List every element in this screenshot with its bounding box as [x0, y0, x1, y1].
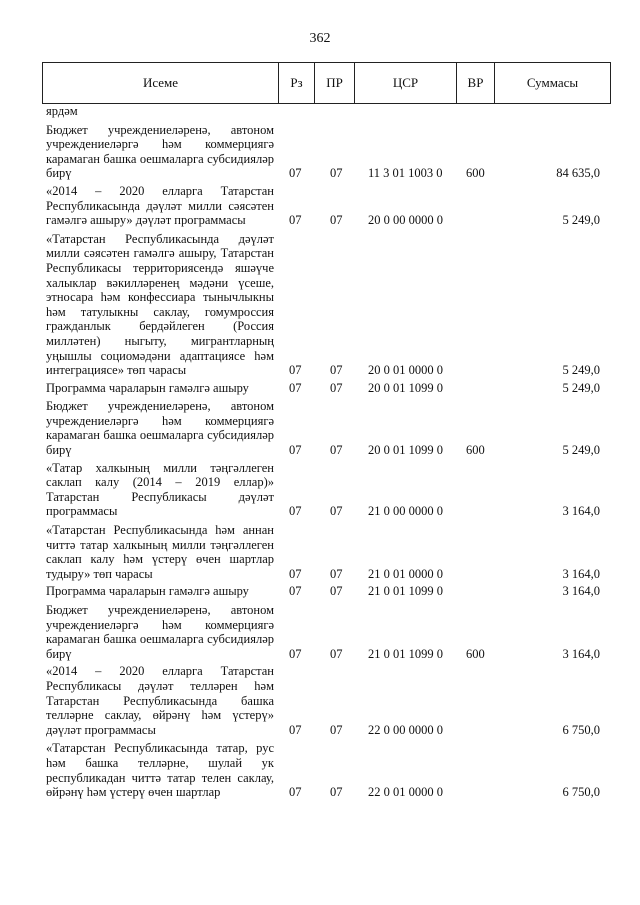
- row-pr: 07: [330, 566, 343, 581]
- row-name: Бюджет учреждениеләренә, автоном учреждениеләргә һәм коммерциягә карамаган башка оешмаларга субсидияләр бирү: [46, 399, 274, 458]
- row-pr: 07: [330, 363, 343, 378]
- row-rz: 07: [289, 646, 302, 661]
- row-name: «Татарстан Республикасында дәүләт милли сәясәтен гамәлгә ашыру, Татарстан Республикасы территориясендә яшәүче халыклар вәкилләренең мәдәни үсеше, этносара һәм конфессиара тынычлыкны һәм татулыкны саклау, гомумроссия гражданлык бердәйлеген (Россия милләтен) ныгыту, мигрантларның уңышлы социомәдәни адаптациясе һәм интеграциясе» төп чарасы: [46, 231, 274, 378]
- row-vr: 600: [466, 166, 485, 181]
- row-csr: 20 0 01 1099 0: [368, 443, 443, 458]
- row-pr: 07: [330, 213, 343, 228]
- row-csr: 20 0 00 0000 0: [368, 213, 443, 228]
- row-csr: 11 3 01 1003 0: [368, 166, 443, 181]
- row-rz: 07: [289, 213, 302, 228]
- header-pr: ПР: [315, 63, 355, 103]
- row-csr: 20 0 01 0000 0: [368, 363, 443, 378]
- row-sum: 5 249,0: [562, 443, 600, 458]
- row-pr: 07: [330, 380, 343, 395]
- row-name: ярдәм: [46, 104, 78, 118]
- table-row: [42, 104, 611, 119]
- row-rz: 07: [289, 566, 302, 581]
- row-name: «Татар халкының милли тәңгәллеген саклап калу (2014 – 2019 еллар)» Татарстан Республикасы дәүләт программасы: [46, 460, 274, 519]
- row-name: «2014 – 2020 елларга Татарстан Республикасында дәүләт милли сәясәтен гамәлгә ашыру» дәүләт программасы: [46, 183, 274, 228]
- row-sum: 5 249,0: [562, 363, 600, 378]
- row-rz: 07: [289, 380, 302, 395]
- row-sum: 3 164,0: [562, 504, 600, 519]
- row-name: Программа чараларын гамәлгә ашыру: [46, 584, 249, 599]
- row-name: Бюджет учреждениеләренә, автоном учреждениеләргә һәм коммерциягә карамаган башка оешмаларга субсидияләр бирү: [46, 603, 274, 661]
- table-row: [42, 123, 611, 181]
- row-rz: 07: [289, 584, 302, 599]
- row-name: «Татарстан Республикасында татар, рус һәм башка телләрне, шулай ук республикадан читтә татар телен саклау, өйрәнү һәм үстерү өчен шартлар: [46, 741, 274, 800]
- row-sum: 3 164,0: [562, 566, 600, 581]
- budget-table: [42, 62, 611, 800]
- row-pr: 07: [330, 785, 343, 800]
- row-name: «Татарстан Республикасында һәм аннан читтә татар халкының милли тәңгәллеген саклап калу һәм үстерү өчен шартлар тудыру» төп чарасы: [46, 523, 274, 581]
- table-row: [42, 399, 611, 457]
- row-pr: 07: [330, 646, 343, 661]
- table-row: [42, 741, 611, 799]
- header-csr: ЦСР: [355, 63, 457, 103]
- row-vr: 600: [466, 646, 485, 661]
- row-name: Программа чараларын гамәлгә ашыру: [46, 380, 249, 395]
- row-sum: 84 635,0: [556, 166, 600, 181]
- row-rz: 07: [289, 504, 302, 519]
- page-number: 362: [309, 31, 331, 46]
- row-csr: 21 0 00 0000 0: [368, 504, 443, 519]
- row-csr: 22 0 00 0000 0: [368, 722, 443, 737]
- table-row: [42, 603, 611, 661]
- header-name: Исеме: [43, 63, 279, 103]
- row-rz: 07: [289, 722, 302, 737]
- row-pr: 07: [330, 166, 343, 181]
- table-row: [42, 584, 611, 599]
- row-pr: 07: [330, 443, 343, 458]
- header-rz: Рз: [279, 63, 315, 103]
- table-row: [42, 664, 611, 737]
- row-sum: 3 164,0: [562, 646, 600, 661]
- row-csr: 21 0 01 1099 0: [368, 646, 443, 661]
- table-row: [42, 381, 611, 396]
- row-pr: 07: [330, 584, 343, 599]
- table-body: [42, 104, 611, 800]
- header-sum: Суммасы: [526, 75, 579, 90]
- table-row: [42, 184, 611, 228]
- row-rz: 07: [289, 443, 302, 458]
- row-pr: 07: [330, 722, 343, 737]
- row-csr: 21 0 01 1099 0: [368, 584, 443, 599]
- row-csr: 22 0 01 0000 0: [368, 785, 443, 800]
- row-pr: 07: [330, 504, 343, 519]
- table-row: [42, 232, 611, 378]
- row-sum: 5 249,0: [562, 380, 600, 395]
- row-sum: 6 750,0: [562, 722, 600, 737]
- table-header: [42, 62, 611, 104]
- row-name: Бюджет учреждениеләренә, автоном учреждениеләргә һәм коммерциягә карамаган башка оешмаларга субсидияләр бирү: [46, 122, 274, 181]
- row-csr: 21 0 01 0000 0: [368, 566, 443, 581]
- row-csr: 20 0 01 1099 0: [368, 380, 443, 395]
- row-rz: 07: [289, 166, 302, 181]
- row-name: «2014 – 2020 елларга Татарстан Республикасы дәүләт телләрен һәм Татарстан Республикасында башка телләрне саклау, өйрәнү һәм үстерү» дәүләт программасы: [46, 664, 274, 737]
- row-vr: 600: [466, 443, 485, 458]
- row-rz: 07: [289, 785, 302, 800]
- table-row: [42, 523, 611, 581]
- row-sum: 5 249,0: [562, 213, 600, 228]
- row-sum: 3 164,0: [562, 584, 600, 599]
- row-rz: 07: [289, 363, 302, 378]
- header-vr: ВР: [457, 63, 495, 103]
- table-row: [42, 461, 611, 519]
- row-sum: 6 750,0: [562, 785, 600, 800]
